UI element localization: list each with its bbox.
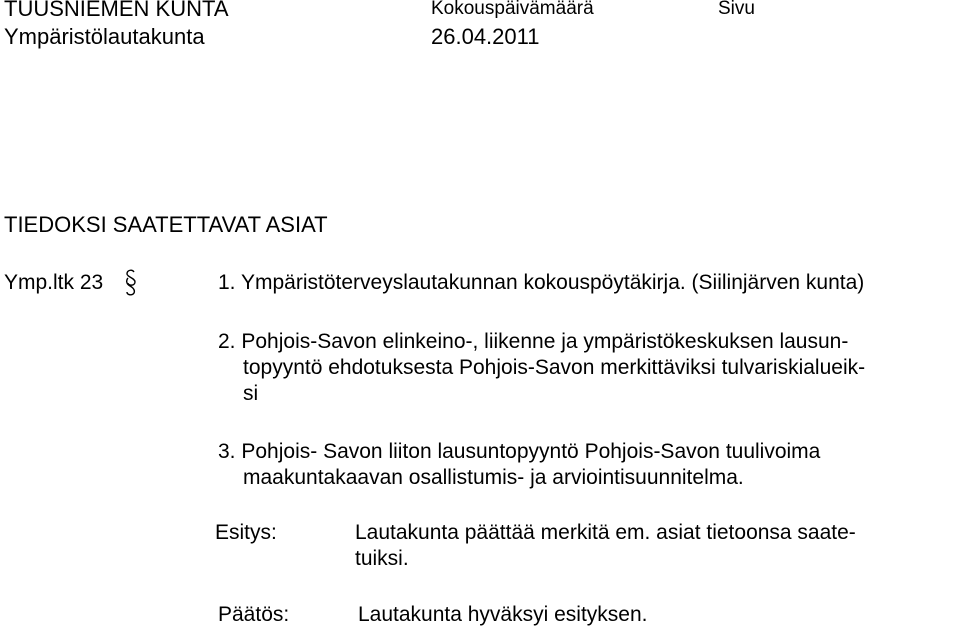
decision-text: Lautakunta hyväksyi esityksen. [358,603,648,626]
list-item-2 [218,329,848,355]
list-item-text: Pohjois-Savon elinkeino-, liikenne ja ympäristökeskuksen lausun- [241,330,849,353]
proposal-line-1: Lautakunta päättää merkitä em. asiat tietoonsa saate- [355,521,856,544]
list-item-3 [218,439,820,465]
proposal-line-2: tuiksi. [355,547,409,570]
meeting-date-value: 26.04.2011 [431,24,540,49]
list-item-2-line-3: si [243,382,259,405]
list-item-number: 3. [218,440,236,463]
list-item-number: 2. [218,330,236,353]
list-item-text: Pohjois- Savon liiton lausuntopyyntö Pohjois-Savon tuulivoima [241,440,821,463]
decision-label: Päätös: [218,603,290,626]
page-title: TIEDOKSI SAATETTAVAT ASIAT [4,212,328,237]
meeting-date-label: Kokouspäivämäärä [431,0,594,19]
list-item-3-line-2: maakuntakaavan osallistumis- ja arviointisuunnitelma. [243,466,744,489]
municipality-name: TUUSNIEMEN KUNTA [4,0,229,21]
list-item-1 [218,270,864,296]
proposal-label: Esitys: [215,521,277,544]
list-item-text: Ympäristöterveyslautakunnan kokouspöytäkirja. (Siilinjärven kunta) [240,271,865,294]
section-ref: Ymp.ltk 23 [4,271,104,294]
board-name: Ympäristölautakunta [4,24,205,49]
section-sign-icon [124,267,138,297]
page-label: Sivu [718,0,755,19]
list-item-2-line-2: topyyntö ehdotuksesta Pohjois-Savon merkittäviksi tulvariskialueik- [243,356,866,379]
list-item-number: 1. [218,271,236,294]
